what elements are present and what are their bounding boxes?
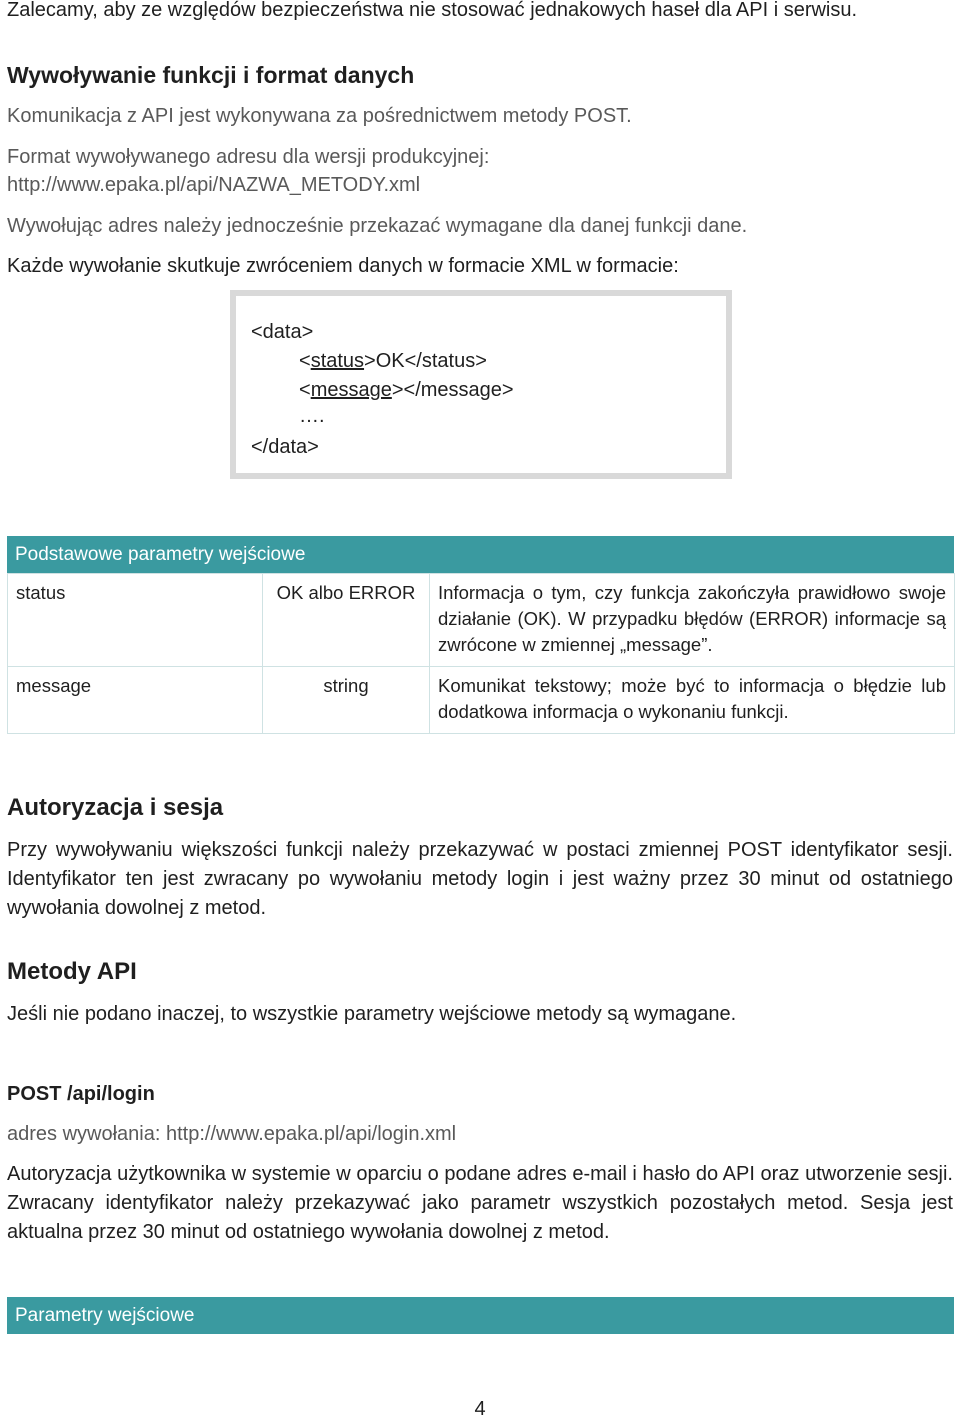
- call-line-post: Komunikacja z API jest wykonywana za pośrednictwem metody POST.: [7, 105, 632, 127]
- code-line-message: <message></message>: [299, 379, 514, 401]
- code-line-status: <status>OK</status>: [299, 350, 487, 372]
- table-row: [8, 667, 955, 734]
- section-heading-methods: Metody API: [7, 958, 137, 985]
- param-type: string: [263, 667, 430, 734]
- call-line-xml-format: Każde wywołanie skutkuje zwróceniem danych w formacie XML w formacie:: [7, 255, 679, 277]
- section-heading-call-format: Wywoływanie funkcji i format danych: [7, 62, 415, 88]
- methods-text: Jeśli nie podano inaczej, to wszystkie parametry wejściowe metody są wymagane.: [7, 1003, 737, 1025]
- intro-note: Zalecamy, aby ze względów bezpieczeństwa nie stosować jednakowych haseł dla API i serwisu.: [7, 0, 858, 21]
- call-line-pass-data: Wywołując adres należy jednocześnie przekazać wymagane dla danej funkcji dane.: [7, 215, 748, 237]
- code-line-data-open: <data>: [251, 321, 314, 343]
- param-name: message: [8, 667, 263, 734]
- auth-text: Przy wywoływaniu większości funkcji należy przekazywać w postaci zmiennej POST identyfikator sesji. Identyfikator ten jest zwracany po wywołaniu metody login i jest ważny przez 30 minut od ostatniego wywołania dowolnej z metod.: [7, 839, 953, 919]
- xml-code-block: [230, 290, 732, 479]
- login-params-table-header: Parametry wejściowe: [7, 1297, 954, 1334]
- param-type: OK albo ERROR: [263, 574, 430, 667]
- code-line-data-close: </data>: [251, 436, 319, 458]
- call-line-format: Format wywoływanego adresu dla wersji produkcyjnej:: [7, 146, 490, 168]
- login-heading: POST /api/login: [7, 1083, 155, 1105]
- call-line-url: http://www.epaka.pl/api/NAZWA_METODY.xml: [7, 174, 421, 196]
- table-row: [8, 574, 955, 667]
- param-description: Informacja o tym, czy funkcja zakończyła prawidłowo swoje działanie (OK). W przypadku błędów (ERROR) informacje są zwrócone w zmiennej „message”.: [430, 574, 955, 667]
- basic-params-table-header: Podstawowe parametry wejściowe: [7, 536, 954, 573]
- login-text: Autoryzacja użytkownika w systemie w oparciu o podane adres e-mail i hasło do API oraz utworzenie sesji. Zwracany identyfikator należy przekazywać jako parametr wszystkich pozostałych metod. Sesja jest aktualna przez 30 minut od ostatniego wywołania dowolnej z metod.: [7, 1163, 953, 1243]
- param-description: Komunikat tekstowy; może być to informacja o błędzie lub dodatkowa informacja o wykonaniu funkcji.: [430, 667, 955, 734]
- basic-params-table: [7, 573, 955, 734]
- param-name: status: [8, 574, 263, 667]
- code-line-ellipsis: ….: [299, 405, 325, 427]
- page-number: 4: [474, 1398, 486, 1420]
- login-address: adres wywołania: http://www.epaka.pl/api/login.xml: [7, 1123, 457, 1145]
- section-heading-auth: Autoryzacja i sesja: [7, 794, 224, 821]
